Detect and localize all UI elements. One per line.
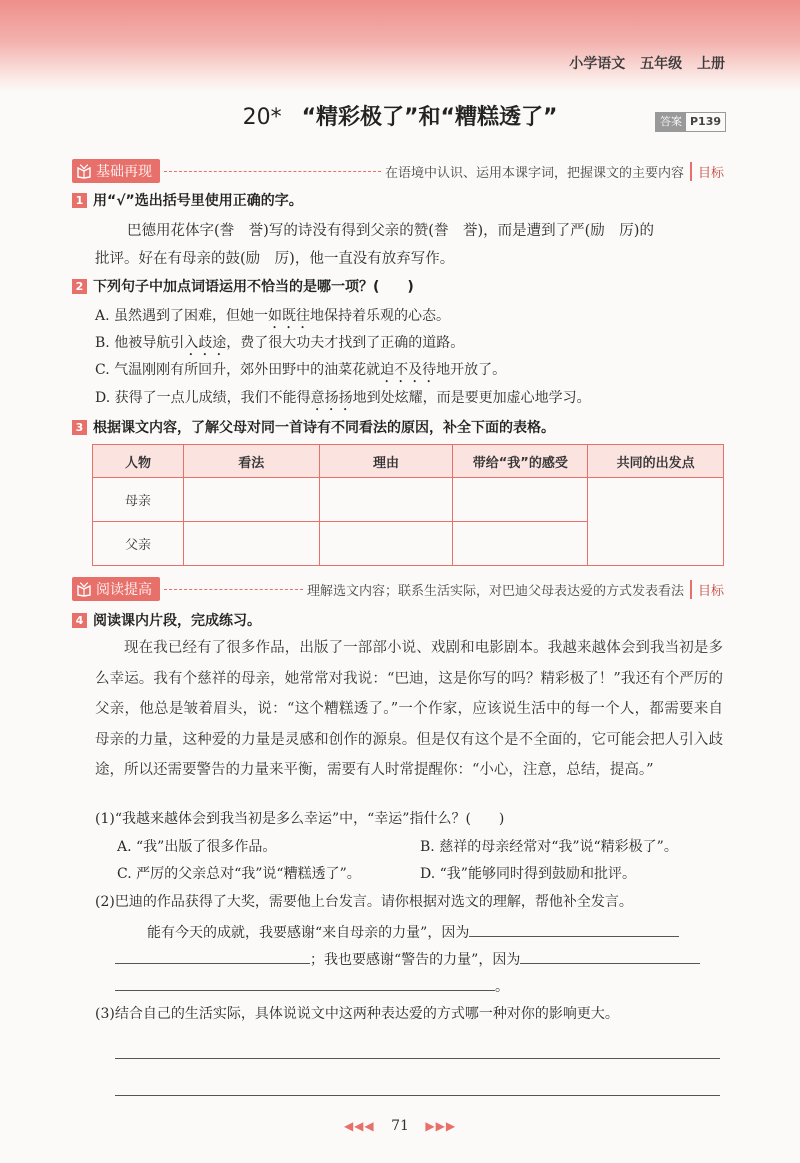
page-footer bbox=[0, 1118, 800, 1134]
subquestion-1-option-d: D. “我”能够同时得到鼓励和批评。 bbox=[420, 866, 636, 882]
subquestion-2-line-3: 。 bbox=[115, 974, 509, 996]
book-sprout-icon bbox=[76, 581, 92, 597]
answer-line[interactable] bbox=[115, 1095, 720, 1096]
answer-cell[interactable] bbox=[319, 522, 453, 566]
question-1-text: 用“√”选出括号里使用正确的字。 bbox=[93, 193, 303, 209]
dotted-word: 意扬扬 bbox=[310, 390, 353, 406]
section-divider bbox=[164, 171, 381, 172]
question-2-option-d: D. 获得了一点儿成绩，我们不能得意扬扬地到处炫耀，而是要更加虚心地学习。 bbox=[95, 390, 591, 406]
page-number: 71 bbox=[391, 1118, 409, 1134]
dotted-word: 入歧途 bbox=[184, 335, 227, 351]
subquestion-2: (2)巴迪的作品获得了大奖，需要他上台发言。请你根据对选文的理解，帮他补全发言。 bbox=[95, 894, 633, 910]
answer-cell[interactable] bbox=[588, 478, 724, 566]
table-row-label: 父亲 bbox=[93, 522, 184, 566]
question-2-option-b: B. 他被导航引入歧途，费了很大功夫才找到了正确的道路。 bbox=[95, 335, 465, 351]
answer-blank[interactable] bbox=[115, 947, 310, 964]
subquestion-1-option-a: A. “我”出版了很多作品。 bbox=[117, 839, 277, 855]
subject-label: 小学语文 bbox=[569, 56, 626, 72]
table-header-cell: 看法 bbox=[183, 445, 319, 478]
goal-tag: 目标 bbox=[690, 580, 724, 599]
volume-label: 上册 bbox=[697, 56, 725, 72]
goal-tag: 目标 bbox=[690, 162, 724, 181]
right-arrows-icon: ▶▶▶ bbox=[425, 1119, 457, 1133]
answer-cell[interactable] bbox=[183, 522, 319, 566]
question-2-option-a: A. 虽然遇到了困难，但她一如既往地保持着乐观的心态。 bbox=[95, 308, 451, 324]
question-number-badge: 2 bbox=[72, 279, 87, 294]
subquestion-1: (1)“我越来越体会到我当初是多么幸运”中，“幸运”指什么？( ) bbox=[95, 811, 505, 827]
section-divider bbox=[164, 589, 303, 590]
answer-blank[interactable] bbox=[115, 974, 495, 991]
answer-cell[interactable] bbox=[183, 478, 319, 522]
question-3-text: 根据课文内容，了解父母对同一首诗有不同看法的原因，补全下面的表格。 bbox=[93, 420, 555, 436]
section-basic-badge bbox=[72, 159, 160, 183]
table-row-label: 母亲 bbox=[93, 478, 184, 522]
question-3-prompt bbox=[72, 417, 555, 437]
lesson-number: 20* bbox=[242, 105, 282, 130]
table-row bbox=[93, 478, 724, 522]
grade-label: 五年级 bbox=[640, 56, 683, 72]
reading-passage: 现在我已经有了很多作品，出版了一部部小说、戏剧和电影剧本。我越来越体会到我当初是多么幸运。我有个慈祥的母亲，她常常对我说：“巴迪，这是你写的吗？精彩极了！”我还有个严厉的父亲，他总是皱着眉头，说：“这个糟糕透了。”一个作家，应该说生活中的每一个人，都需要来自母亲的力量，这种爱的力量是灵感和创作的源泉。但是仅有这个是不全面的，它可能会把人引入歧途，所以还需要警告的力量来平衡，需要有人时常提醒你：“小心，注意，总结，提高。” bbox=[95, 640, 723, 778]
table-header-cell: 理由 bbox=[319, 445, 453, 478]
answer-line[interactable] bbox=[115, 1058, 720, 1059]
section-reading-badge bbox=[72, 577, 160, 601]
answer-blank[interactable] bbox=[469, 920, 679, 937]
question-2-option-c: C. 气温刚刚有所回升，郊外田野中的油菜花就迫不及待地开放了。 bbox=[95, 362, 507, 378]
section-reading-header bbox=[72, 577, 724, 601]
table-header-cell: 人物 bbox=[93, 445, 184, 478]
answer-cell[interactable] bbox=[453, 478, 588, 522]
lesson-title-text: “精彩极了”和“糟糕透了” bbox=[301, 105, 558, 130]
table-header-cell: 共同的出发点 bbox=[588, 445, 724, 478]
header-band bbox=[0, 0, 800, 92]
section-basic-header bbox=[72, 159, 724, 183]
section-basic-desc: 在语境中认识、运用本课字词，把握课文的主要内容 bbox=[384, 165, 684, 181]
table-header-row bbox=[93, 445, 724, 478]
question-number-badge: 3 bbox=[72, 420, 87, 435]
section-basic-title: 基础再现 bbox=[96, 164, 152, 180]
book-header bbox=[569, 53, 725, 73]
section-reading-desc: 理解选文内容；联系生活实际，对巴迪父母表达爱的方式发表看法 bbox=[306, 583, 684, 599]
section-reading-title: 阅读提高 bbox=[96, 582, 152, 598]
dotted-word: 迫不及待 bbox=[380, 362, 437, 378]
subquestion-1-option-c: C. 严厉的父亲总对“我”说“糟糕透了”。 bbox=[117, 866, 361, 882]
question-4-text: 阅读课内片段，完成练习。 bbox=[93, 613, 261, 629]
question-1-line-2: 批评。好在有母亲的鼓(励 厉)，他一直没有放弃写作。 bbox=[95, 251, 455, 267]
question-1-prompt bbox=[72, 190, 303, 210]
question-number-badge: 4 bbox=[72, 613, 87, 628]
answer-label: 答案 bbox=[656, 113, 686, 131]
answer-blank[interactable] bbox=[520, 947, 700, 964]
table-header-cell: 带给“我”的感受 bbox=[453, 445, 588, 478]
question-number-badge: 1 bbox=[72, 193, 87, 208]
book-sprout-icon bbox=[76, 163, 92, 179]
question-3-table bbox=[92, 444, 724, 566]
question-1-line-1: 巴德用花体字(誊 誉)写的诗没有得到父亲的赞(誊 誉)，而是遭到了严(励 厉)的 bbox=[127, 223, 654, 239]
question-2-prompt bbox=[72, 276, 414, 296]
question-4-prompt bbox=[72, 610, 261, 630]
answer-page: P139 bbox=[690, 115, 722, 128]
question-2-text: 下列句子中加点词语运用不恰当的是哪一项？( ) bbox=[93, 279, 414, 295]
dotted-word: 如既往 bbox=[268, 308, 311, 324]
answer-cell[interactable] bbox=[453, 522, 588, 566]
subquestion-2-line-2: ；我也要感谢“警告的力量”，因为 bbox=[115, 947, 700, 969]
subquestion-3: (3)结合自己的生活实际，具体说说文中这两种表达爱的方式哪一种对你的影响更大。 bbox=[95, 1006, 619, 1022]
answer-reference bbox=[655, 112, 726, 132]
answer-cell[interactable] bbox=[319, 478, 453, 522]
subquestion-2-line-1: 能有今天的成就，我要感谢“来自母亲的力量”，因为 bbox=[147, 920, 679, 942]
subquestion-1-option-b: B. 慈祥的母亲经常对“我”说“精彩极了”。 bbox=[420, 839, 678, 855]
left-arrows-icon: ◀◀◀ bbox=[343, 1119, 375, 1133]
